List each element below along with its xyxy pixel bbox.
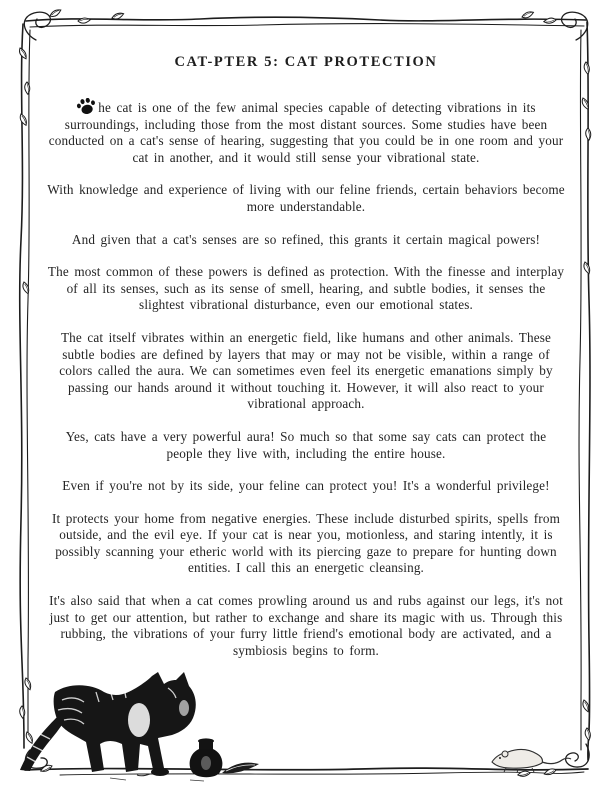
- page-content: [47, 54, 565, 675]
- prowling-cat-illustration: [20, 672, 204, 781]
- prey-blob: [151, 768, 169, 776]
- paragraph-lead: [47, 98, 565, 166]
- paragraph: It's also said that when a cat comes prowling around us and rubs against our legs, it's not just to get our attention, but rather to exchange and share its magic with us. Through this rubbing, the vibrations of your furry little friend's emotional body are activated, and a symbiosis begins to form.: [49, 593, 563, 658]
- bottom-right-corner-flourish: [566, 744, 590, 767]
- paragraph: The most common of these powers is defined as protection. With the finesse and interplay of all its senses, such as its sense of smell, hearing, and subtle bodies, it senses the slightest vibrational disturbance, even our emotional states.: [47, 264, 565, 313]
- paragraph-lead-text: he cat is one of the few animal species capable of detecting vibrations in its surroundings, including those from the most distant sources. Some studies have been conducted on a cat's sense of hearing, suggesting that you could be in one room and your cat in another, and it would still sense your vibrational state.: [48, 100, 564, 165]
- paragraph: And given that a cat's senses are so refined, this grants it certain magical powers!: [71, 231, 541, 247]
- paragraph: With knowledge and experience of living with our feline friends, certain behaviors become more understandable.: [47, 182, 565, 214]
- chapter-title: CAT-PTER 5: CAT PROTECTION: [174, 54, 438, 70]
- top-left-corner-flourish: [24, 12, 50, 40]
- ink-bottle-illustration: [190, 738, 223, 777]
- paragraph: Even if you're not by its side, your feline can protect you! It's a wonderful privilege!: [62, 478, 550, 494]
- paragraph: It protects your home from negative energies. These include disturbed spirits, spells from outside, and the evil eye. If your cat is near you, motionless, and staring intently, it is possibly scanning your etheric world with its piercing gaze to prepare for hunting down entities. I call this an energetic cleansing.: [52, 510, 560, 576]
- paragraph: The cat itself vibrates within an energetic field, like humans and other animals. These subtle bodies are defined by layers that may or may not be visible, within a range of colors called the aura. We can sometimes even feel its energetic emanations simply by passing our hands around it without touching it. However, it will also react to your vibrational approach.: [59, 329, 553, 412]
- quill-feather-illustration: [222, 763, 259, 774]
- paragraph: Yes, cats have a very powerful aura! So much so that some say cats can protect the people they live with, including the entire house.: [65, 428, 547, 461]
- paw-print-icon: [76, 98, 97, 115]
